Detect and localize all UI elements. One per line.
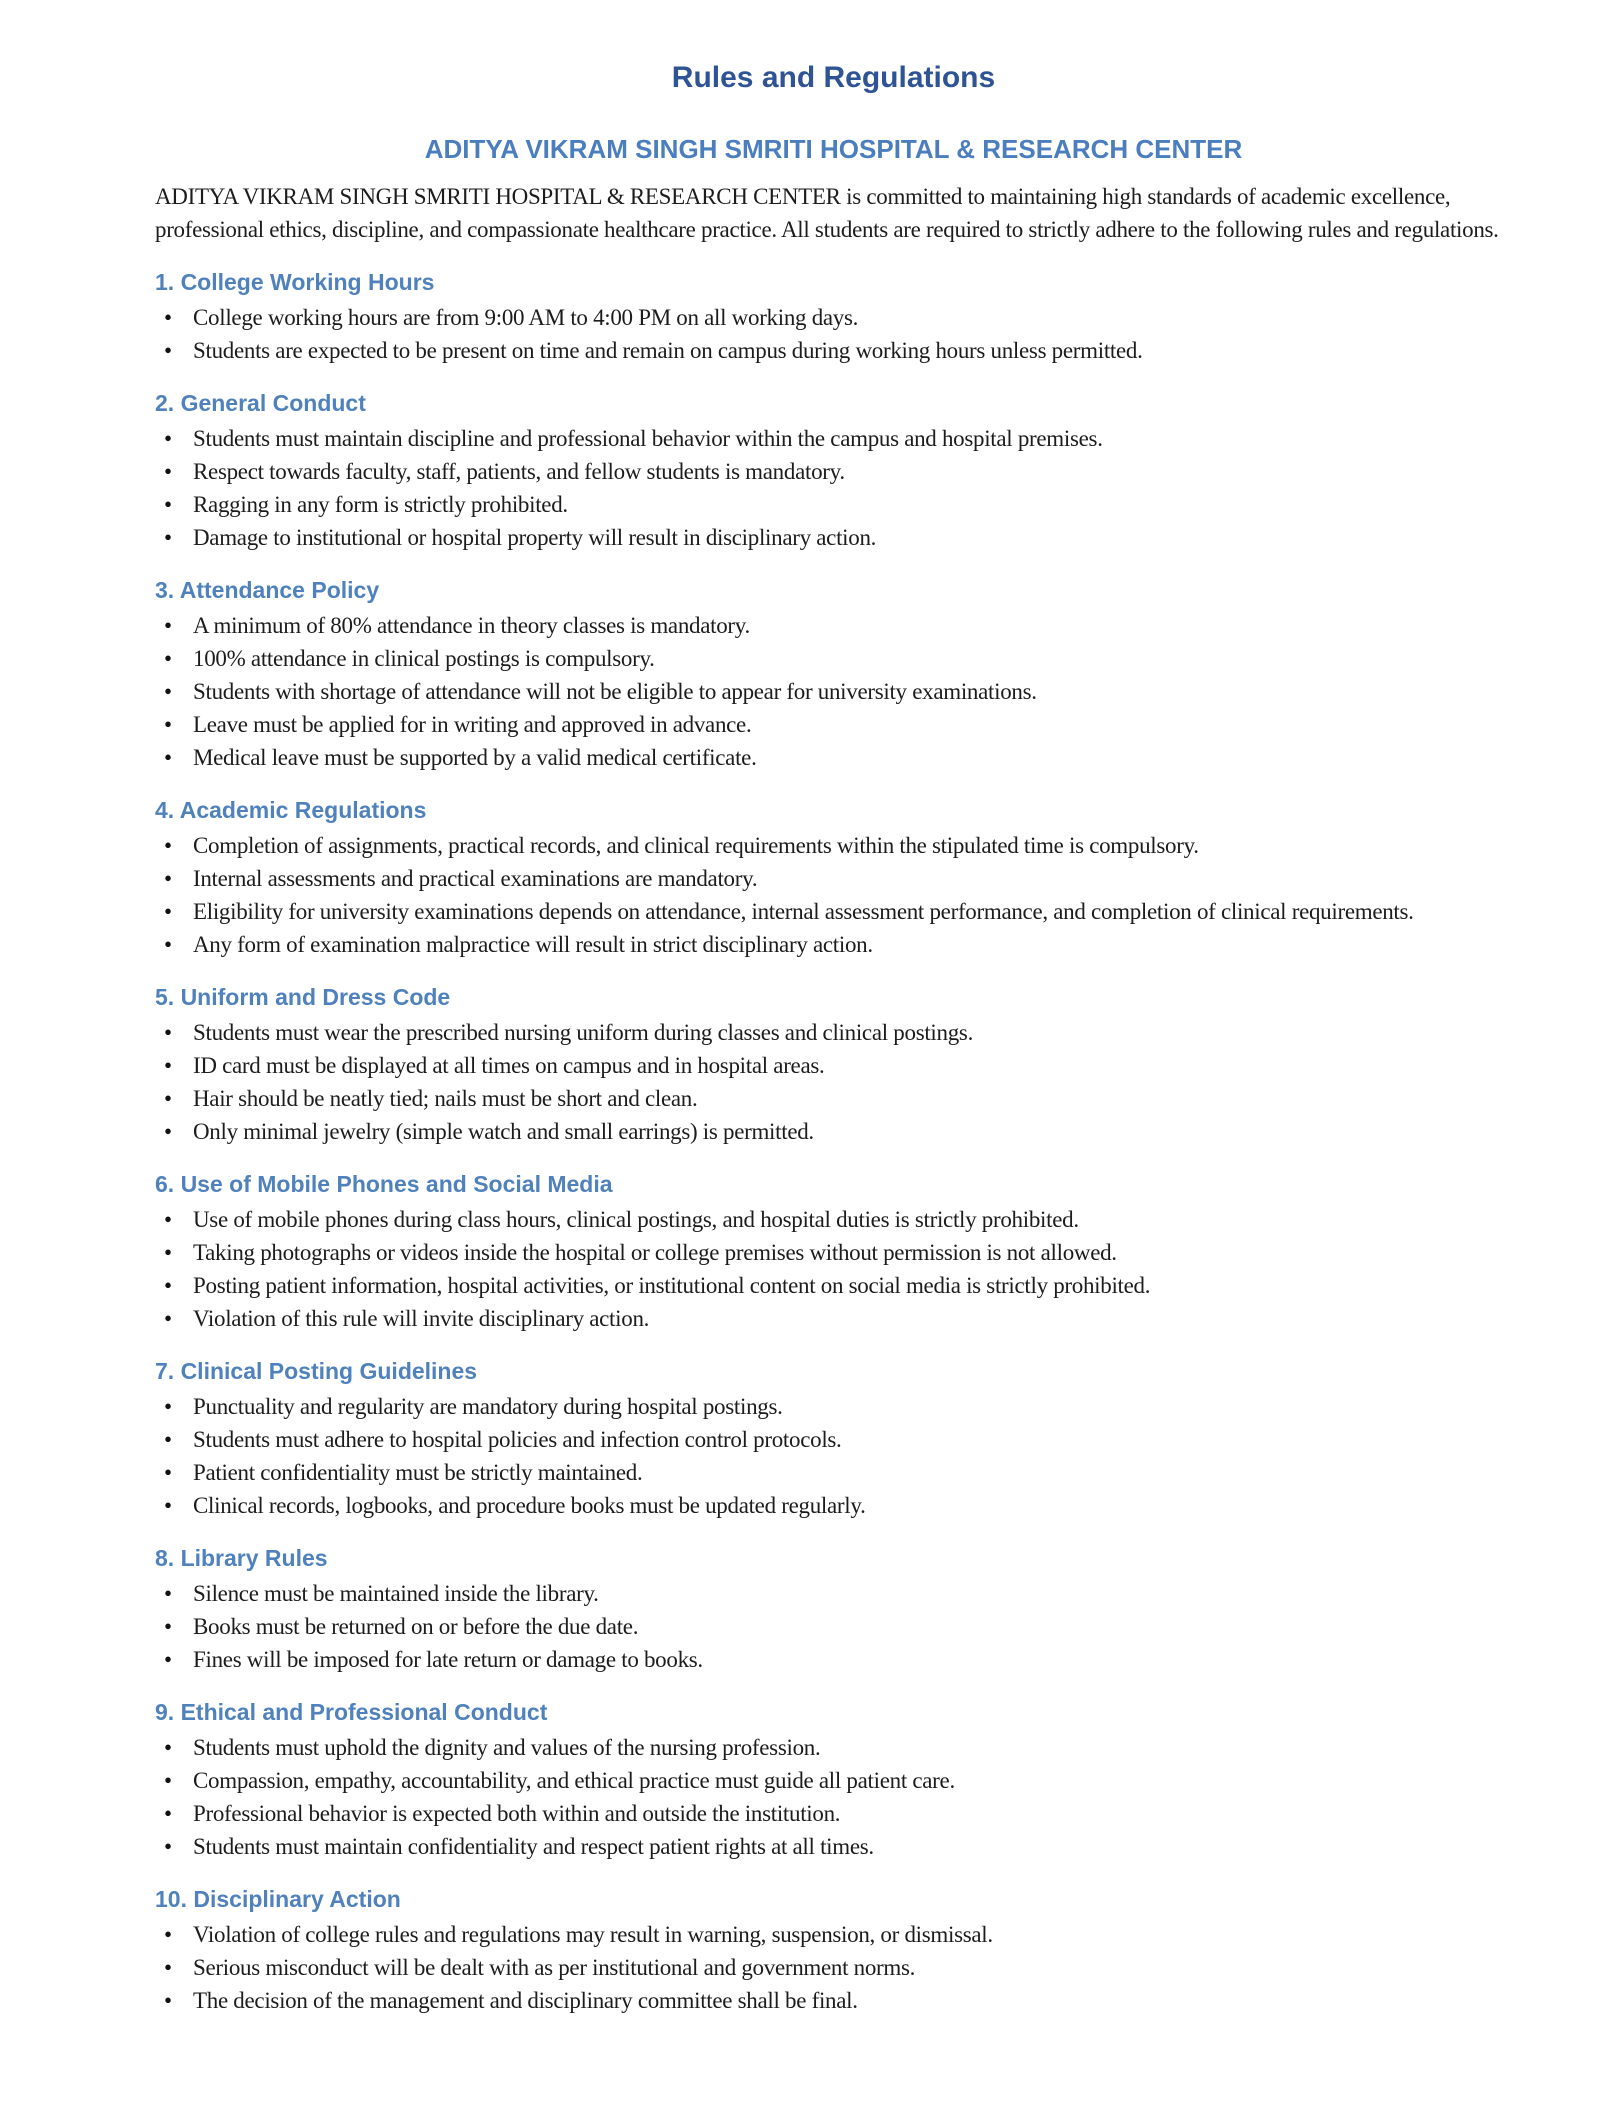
bullet-item: • College working hours are from 9:00 AM to 4:00 PM on all working days. — [155, 301, 1512, 334]
bullet-item: • Students must wear the prescribed nursing uniform during classes and clinical postings. — [155, 1016, 1512, 1049]
section-heading: 10. Disciplinary Action — [155, 1886, 401, 1912]
bullet-item: • Students must maintain discipline and professional behavior within the campus and hospital premises. — [155, 422, 1512, 455]
bullet-item: • Leave must be applied for in writing and approved in advance. — [155, 708, 1512, 741]
page-title: Rules and Regulations — [671, 61, 996, 94]
rules-section — [155, 794, 1512, 961]
bullet-item: • Medical leave must be supported by a valid medical certificate. — [155, 741, 1512, 774]
bullet-item: • Patient confidentiality must be strictly maintained. — [155, 1456, 1512, 1489]
bullet-item: • Serious misconduct will be dealt with as per institutional and government norms. — [155, 1951, 1512, 1984]
section-heading: 7. Clinical Posting Guidelines — [155, 1358, 478, 1384]
bullet-item: • Violation of college rules and regulations may result in warning, suspension, or dismissal. — [155, 1918, 1512, 1951]
intro-paragraph: ADITYA VIKRAM SINGH SMRITI HOSPITAL & RESEARCH CENTER is committed to maintaining high standards of academic excellence, professional ethics, discipline, and compassionate healthcare practice. All students are required to strictly adhere to the following rules and regulations. — [155, 184, 1499, 242]
bullet-list — [155, 1390, 1512, 1522]
section-heading: 2. General Conduct — [155, 390, 366, 416]
bullet-list — [155, 1016, 1512, 1148]
section-heading: 5. Uniform and Dress Code — [155, 984, 451, 1010]
bullet-item: • Books must be returned on or before the due date. — [155, 1610, 1512, 1643]
bullet-item: • Students with shortage of attendance will not be eligible to appear for university examinations. — [155, 675, 1512, 708]
bullet-item: • Students must uphold the dignity and values of the nursing profession. — [155, 1731, 1512, 1764]
rules-section — [155, 266, 1512, 367]
bullet-item: • Clinical records, logbooks, and procedure books must be updated regularly. — [155, 1489, 1512, 1522]
bullet-item: • Fines will be imposed for late return or damage to books. — [155, 1643, 1512, 1676]
bullet-item: • A minimum of 80% attendance in theory classes is mandatory. — [155, 609, 1512, 642]
bullet-item: • Completion of assignments, practical records, and clinical requirements within the stipulated time is compulsory. — [155, 829, 1512, 862]
bullet-item: • Ragging in any form is strictly prohibited. — [155, 488, 1512, 521]
bullet-list — [155, 1918, 1512, 2017]
bullet-item: • 100% attendance in clinical postings is compulsory. — [155, 642, 1512, 675]
rules-section — [155, 1696, 1512, 1863]
bullet-item: • Students must adhere to hospital policies and infection control protocols. — [155, 1423, 1512, 1456]
bullet-item: • ID card must be displayed at all times on campus and in hospital areas. — [155, 1049, 1512, 1082]
bullet-item: • Students must maintain confidentiality and respect patient rights at all times. — [155, 1830, 1512, 1863]
bullet-item: • Eligibility for university examinations depends on attendance, internal assessment performance, and completion of clinical requirements. — [155, 895, 1512, 928]
bullet-item: • Use of mobile phones during class hours, clinical postings, and hospital duties is strictly prohibited. — [155, 1203, 1512, 1236]
bullet-item: • Students are expected to be present on time and remain on campus during working hours unless permitted. — [155, 334, 1512, 367]
bullet-item: • Only minimal jewelry (simple watch and small earrings) is permitted. — [155, 1115, 1512, 1148]
section-heading: 4. Academic Regulations — [155, 797, 427, 823]
section-heading: 9. Ethical and Professional Conduct — [155, 1699, 548, 1725]
bullet-item: • Hair should be neatly tied; nails must be short and clean. — [155, 1082, 1512, 1115]
section-heading: 8. Library Rules — [155, 1545, 328, 1571]
bullet-list — [155, 609, 1512, 774]
bullet-item: • Professional behavior is expected both within and outside the institution. — [155, 1797, 1512, 1830]
rules-section — [155, 387, 1512, 554]
bullet-list — [155, 1577, 1512, 1676]
rules-section — [155, 574, 1512, 774]
sections-container — [155, 266, 1512, 2017]
bullet-item: • Compassion, empathy, accountability, and ethical practice must guide all patient care. — [155, 1764, 1512, 1797]
bullet-item: • Silence must be maintained inside the library. — [155, 1577, 1512, 1610]
bullet-item: • Violation of this rule will invite disciplinary action. — [155, 1302, 1512, 1335]
rules-section — [155, 1883, 1512, 2017]
bullet-list — [155, 1731, 1512, 1863]
rules-section — [155, 981, 1512, 1148]
section-heading: 6. Use of Mobile Phones and Social Media — [155, 1171, 613, 1197]
bullet-list — [155, 1203, 1512, 1335]
bullet-item: • Any form of examination malpractice will result in strict disciplinary action. — [155, 928, 1512, 961]
bullet-item: • Internal assessments and practical examinations are mandatory. — [155, 862, 1512, 895]
bullet-list — [155, 422, 1512, 554]
bullet-item: • Respect towards faculty, staff, patients, and fellow students is mandatory. — [155, 455, 1512, 488]
bullet-item: • Taking photographs or videos inside the hospital or college premises without permission is not allowed. — [155, 1236, 1512, 1269]
rules-section — [155, 1542, 1512, 1676]
bullet-list — [155, 301, 1512, 367]
institution-name-heading: ADITYA VIKRAM SINGH SMRITI HOSPITAL & RESEARCH CENTER — [424, 134, 1243, 164]
bullet-item: • The decision of the management and disciplinary committee shall be final. — [155, 1984, 1512, 2017]
section-heading: 3. Attendance Policy — [155, 577, 380, 603]
rules-section — [155, 1168, 1512, 1335]
bullet-item: • Damage to institutional or hospital property will result in disciplinary action. — [155, 521, 1512, 554]
section-heading: 1. College Working Hours — [155, 269, 435, 295]
bullet-item: • Posting patient information, hospital activities, or institutional content on social media is strictly prohibited. — [155, 1269, 1512, 1302]
bullet-item: • Punctuality and regularity are mandatory during hospital postings. — [155, 1390, 1512, 1423]
rules-section — [155, 1355, 1512, 1522]
bullet-list — [155, 829, 1512, 961]
